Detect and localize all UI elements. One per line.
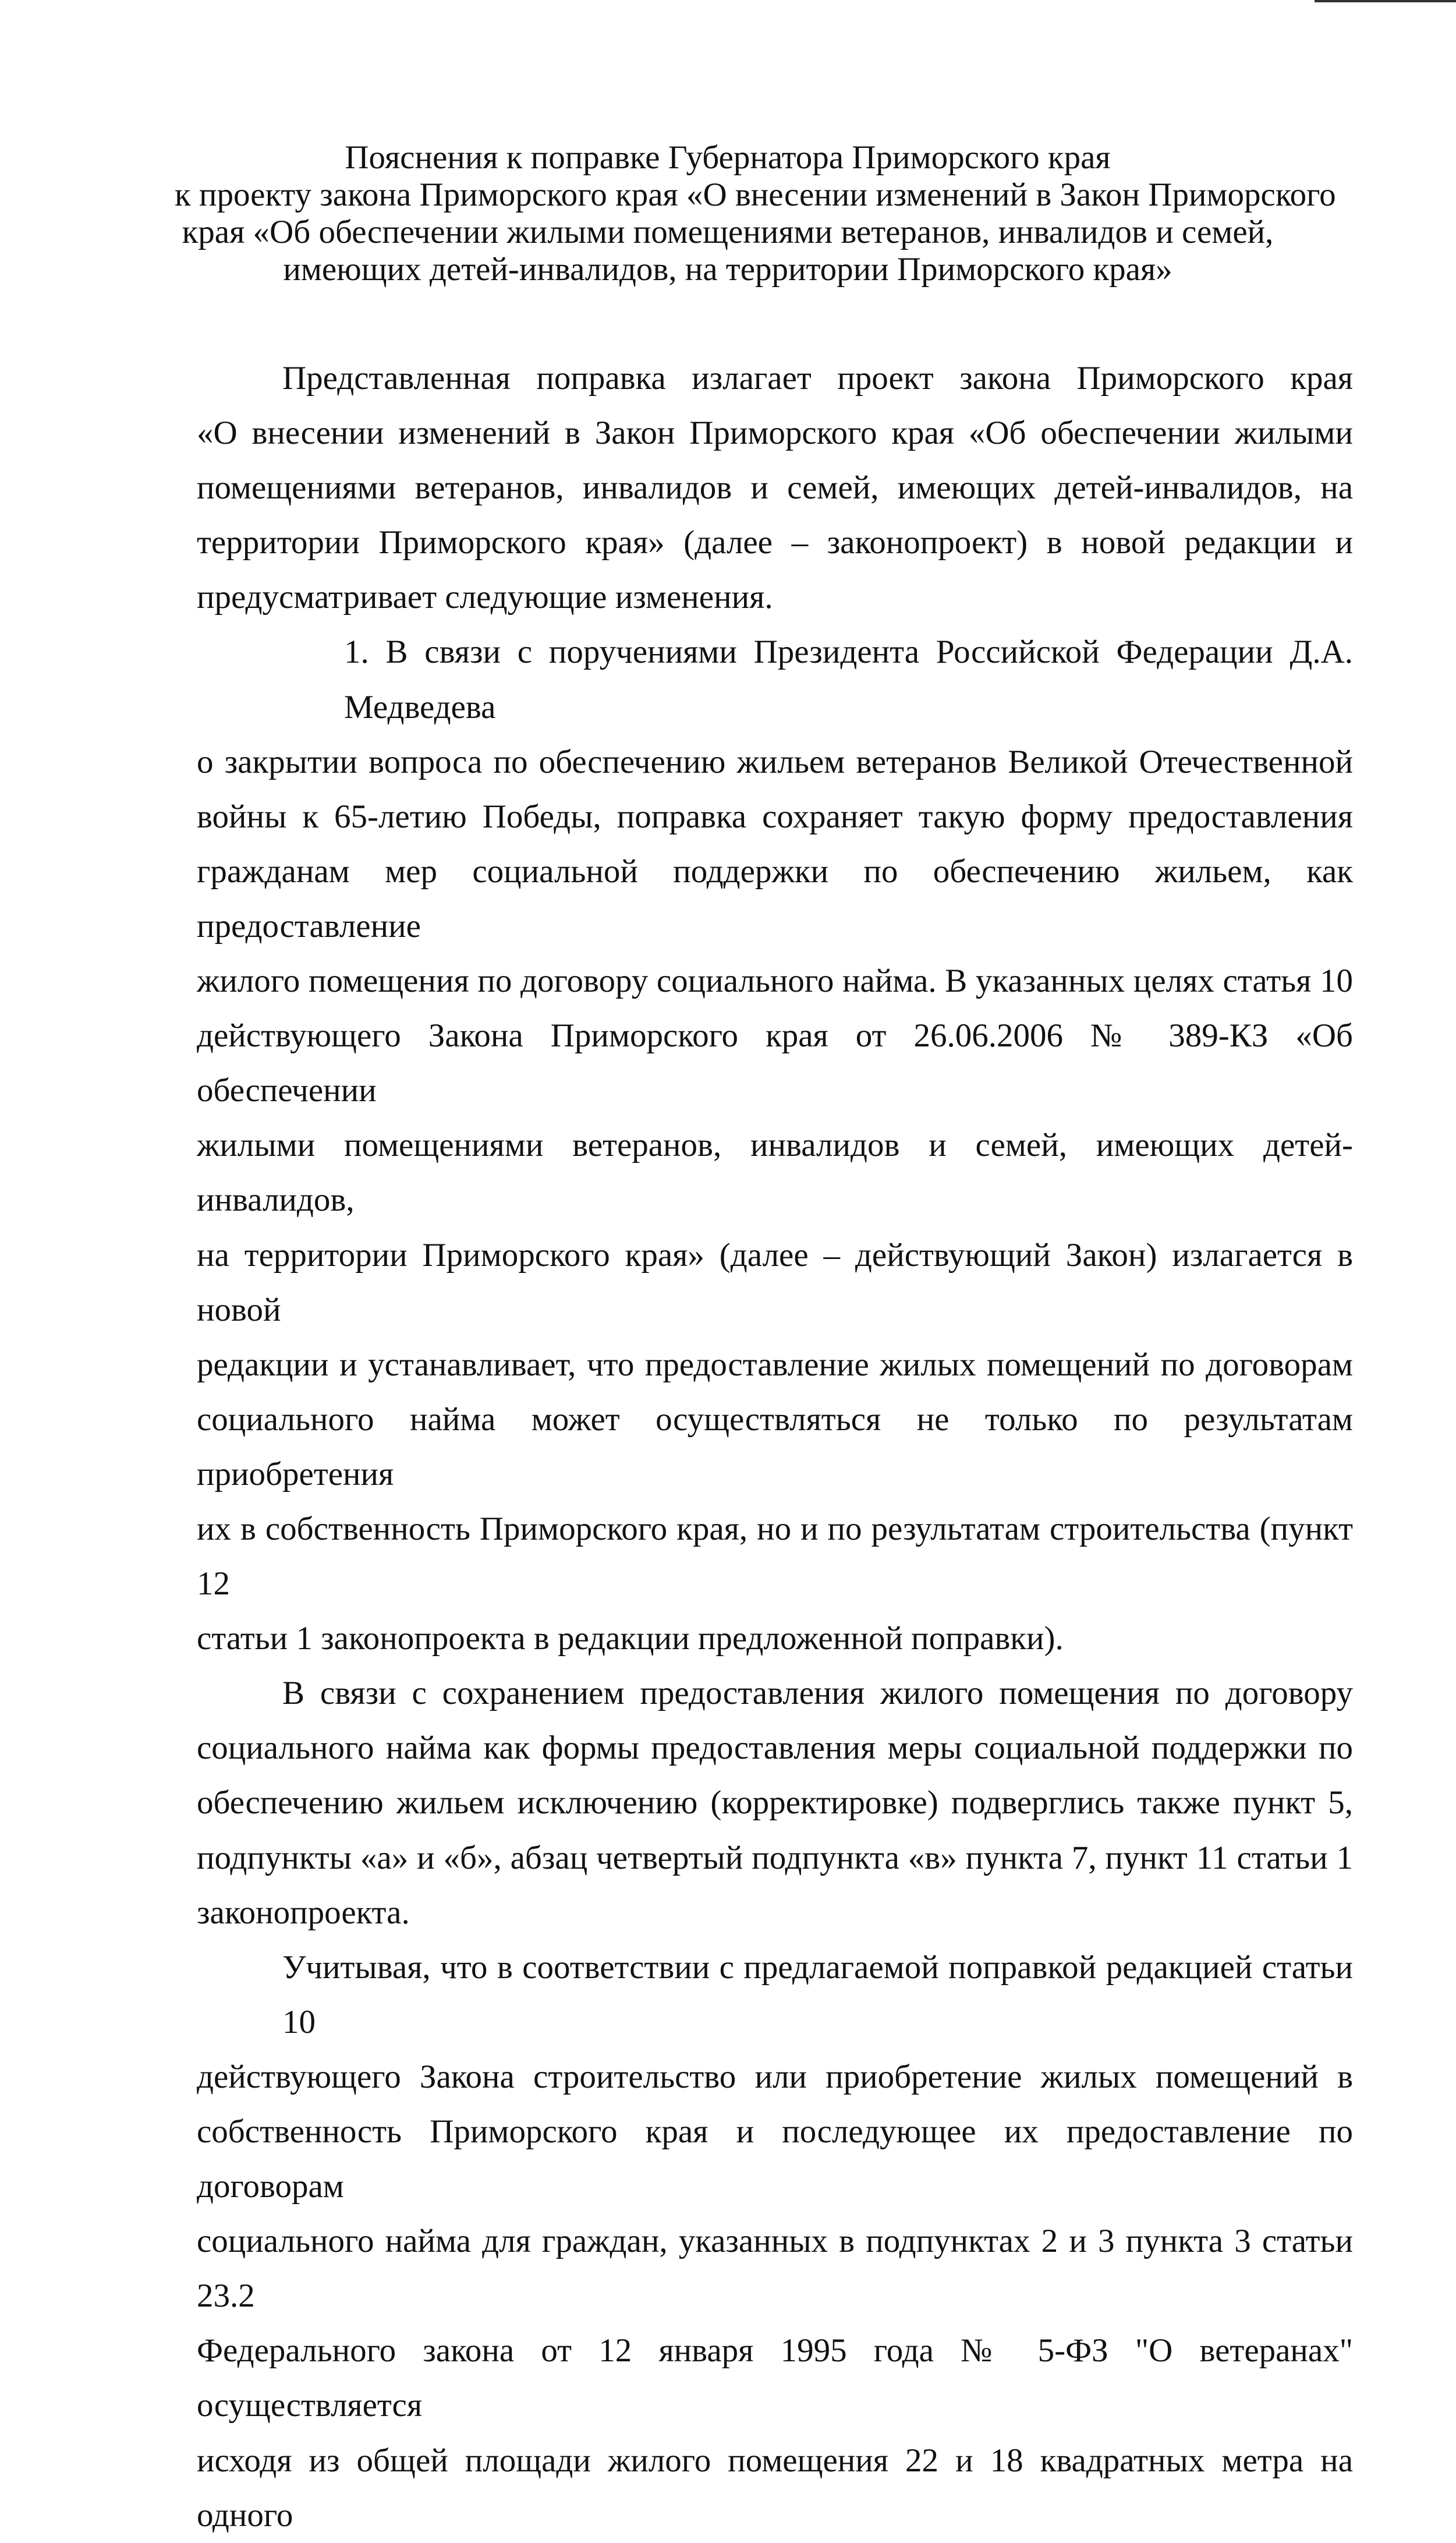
text-line: подпункты «а» и «б», абзац четвертый подпункта «в» пункта 7, пункт 11 статьи 1 bbox=[197, 1839, 1353, 1876]
document-title bbox=[175, 139, 1336, 288]
paragraph bbox=[197, 1666, 1353, 1940]
paragraph bbox=[197, 625, 1353, 1666]
text-line: гражданам мер социальной поддержки по обеспечению жильем, как предоставление bbox=[197, 853, 1353, 945]
paragraph bbox=[197, 1940, 1353, 2543]
text-line: 1. В связи с поручениями Президента Российской Федерации Д.А. Медведева bbox=[344, 634, 1353, 726]
text-line: Федерального закона от 12 января 1995 года № 5-ФЗ "О ветеранах" осуществляется bbox=[197, 2332, 1353, 2424]
text-line: законопроекта. bbox=[197, 1894, 410, 1931]
text-line: редакции и устанавливает, что предоставление жилых помещений по договорам bbox=[197, 1346, 1353, 1383]
text-line: собственность Приморского края и последующее их предоставление по договорам bbox=[197, 2113, 1353, 2205]
title-line: Пояснения к поправке Губернатора Приморского края bbox=[345, 139, 1111, 176]
title-line: к проекту закона Приморского края «О внесении изменений в Закон Приморского bbox=[175, 176, 1336, 213]
text-line: жилого помещения по договору социального найма. В указанных целях статья 10 bbox=[197, 963, 1353, 1000]
text-line: статьи 1 законопроекта в редакции предложенной поправки). bbox=[197, 1620, 1064, 1657]
text-line: жилыми помещениями ветеранов, инвалидов и семей, имеющих детей-инвалидов, bbox=[197, 1127, 1353, 1219]
text-line: исходя из общей площади жилого помещения 22 и 18 квадратных метра на одного bbox=[197, 2442, 1353, 2534]
text-line: территории Приморского края» (далее – законопроект) в новой редакции и bbox=[197, 524, 1353, 561]
text-line: помещениями ветеранов, инвалидов и семей, имеющих детей-инвалидов, на bbox=[197, 469, 1353, 507]
text-line: социального найма для граждан, указанных в подпунктах 2 и 3 пункта 3 статьи 23.2 bbox=[197, 2223, 1353, 2315]
text-line: предусматривает следующие изменения. bbox=[197, 579, 773, 616]
text-line: их в собственность Приморского края, но и по результатам строительства (пункт 12 bbox=[197, 1510, 1353, 1603]
text-line: «О внесении изменений в Закон Приморского края «Об обеспечении жилыми bbox=[197, 415, 1353, 452]
text-line: социального найма как формы предоставления меры социальной поддержки по bbox=[197, 1729, 1353, 1767]
title-line: имеющих детей-инвалидов, на территории Приморского края» bbox=[283, 251, 1172, 288]
paragraph bbox=[197, 351, 1353, 625]
text-line: войны к 65-летию Победы, поправка сохраняет такую форму предоставления bbox=[197, 798, 1353, 835]
document-body bbox=[197, 351, 1353, 2543]
text-line: действующего Закона строительство или приобретение жилых помещений в bbox=[197, 2058, 1353, 2095]
text-line: действующего Закона Приморского края от 26.06.2006 № 389-КЗ «Об обеспечении bbox=[197, 1017, 1353, 1109]
text-line: В связи с сохранением предоставления жилого помещения по договору bbox=[282, 1675, 1353, 1712]
text-line: Представленная поправка излагает проект закона Приморского края bbox=[282, 360, 1353, 397]
title-line: края «Об обеспечении жилыми помещениями ветеранов, инвалидов и семей, bbox=[182, 214, 1274, 250]
text-line: Учитывая, что в соответствии с предлагаемой поправкой редакцией статьи 10 bbox=[282, 1948, 1353, 2040]
text-line: социального найма может осуществляться не только по результатам приобретения bbox=[197, 1400, 1353, 1492]
text-line: о закрытии вопроса по обеспечению жильем ветеранов Великой Отечественной bbox=[197, 743, 1353, 780]
text-line: обеспечению жильем исключению (корректировке) подверглись также пункт 5, bbox=[197, 1784, 1353, 1822]
text-line: на территории Приморского края» (далее – действующий Закон) излагается в новой bbox=[197, 1236, 1353, 1328]
scan-artifact-line bbox=[1315, 0, 1456, 2]
